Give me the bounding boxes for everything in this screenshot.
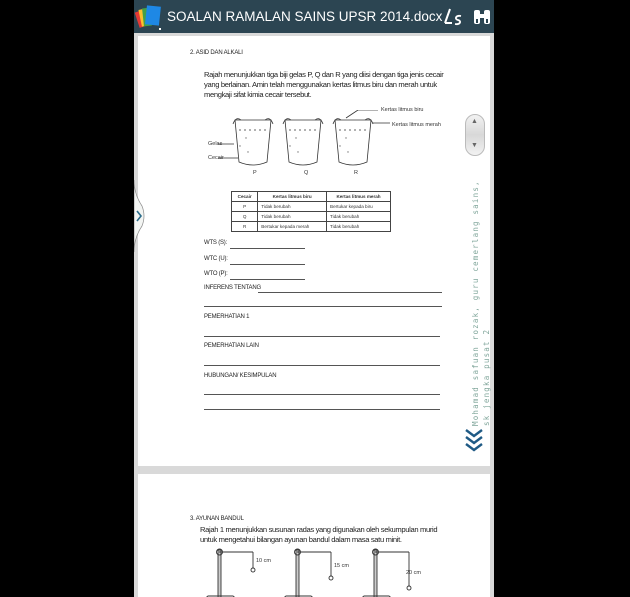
double-chevron-down-icon[interactable] xyxy=(464,428,484,457)
glass-label-p: P xyxy=(253,170,257,176)
glass-label-q: Q xyxy=(304,170,309,176)
section-heading: 2. ASID DAN ALKALI xyxy=(190,50,243,56)
pendulum-length-label: 20 cm xyxy=(406,570,421,576)
paragraph-line: Rajah 1 menunjukkan susunan radas yang digunakan oleh sekumpulan murid xyxy=(200,525,438,534)
polaris-office-logo-icon[interactable] xyxy=(134,2,164,32)
pendulum-diagram xyxy=(198,546,438,597)
table-cell: Bertukar kepada merah xyxy=(258,222,327,232)
document-page-2 xyxy=(138,474,490,597)
answer-line xyxy=(204,336,440,337)
paragraph-line: mengkaji sifat kimia cecair tersebut. xyxy=(204,90,312,99)
document-title: SOALAN RAMALAN SAINS UPSR 2014.docx xyxy=(167,9,443,24)
table-header: Kertas litmus merah xyxy=(327,192,391,202)
app-toolbar xyxy=(134,0,494,33)
field-label-wtc: WTC (U): xyxy=(204,256,228,262)
table-row xyxy=(232,222,391,232)
table-row xyxy=(232,202,391,212)
paragraph-line: untuk mengetahui bilangan ayunan bandul dalam masa satu minit. xyxy=(200,535,402,544)
answer-line xyxy=(204,306,442,307)
label-red-litmus: Kertas litmus merah xyxy=(392,122,441,128)
answer-line xyxy=(204,409,440,410)
glass-label-r: R xyxy=(354,170,358,176)
pendulum-length-label: 10 cm xyxy=(256,558,271,564)
section-pemerhatian-lain: PEMERHATIAN LAIN xyxy=(204,343,259,349)
side-panel xyxy=(460,106,491,466)
table-header-row xyxy=(232,192,391,202)
table-cell: Tidak berubah xyxy=(327,222,391,232)
document-page-1 xyxy=(138,36,490,466)
document-viewer xyxy=(134,0,494,597)
label-blue-litmus: Kertas litmus biru xyxy=(381,107,424,113)
label-cecair: Cecair xyxy=(208,155,224,161)
table-header: Kertas litmus biru xyxy=(258,192,327,202)
scroll-up-button[interactable]: ▲ xyxy=(471,118,478,125)
field-label-wto: WTO (P): xyxy=(204,271,228,277)
answer-line xyxy=(230,279,305,280)
field-label-wts: WTS (S): xyxy=(204,240,228,246)
watermark-text: Mohamad safuan rozak, guru cemerlang sains, sk jengka pusat 2 xyxy=(471,180,491,426)
section-hubungan: HUBUNGAN/ KESIMPULAN xyxy=(204,373,277,379)
answer-line xyxy=(204,365,440,366)
section-inferens: INFERENS TENTANG xyxy=(204,285,261,291)
table-cell: Q xyxy=(232,212,258,222)
section-heading: 3. AYUNAN BANDUL xyxy=(190,516,244,522)
litmus-results-table xyxy=(231,191,391,232)
table-cell: Bertukar kepada biru xyxy=(327,202,391,212)
label-gelas: Gelas xyxy=(208,141,223,147)
answer-line xyxy=(258,292,442,293)
answer-line xyxy=(230,264,305,265)
scroll-down-button[interactable]: ▼ xyxy=(471,142,478,149)
table-cell: Tidak berubah xyxy=(258,212,327,222)
answer-line xyxy=(204,394,440,395)
table-row xyxy=(232,212,391,222)
table-cell: P xyxy=(232,202,258,212)
section-pemerhatian-1: PEMERHATIAN 1 xyxy=(204,314,250,320)
pen-draw-icon[interactable] xyxy=(442,3,464,31)
paragraph-line: yang berlainan. Amin telah menggunakan kertas litmus biru dan merah untuk xyxy=(204,80,437,89)
table-cell: Tidak berubah xyxy=(258,202,327,212)
glasses-diagram xyxy=(218,110,418,180)
pendulum-length-label: 15 cm xyxy=(334,563,349,569)
answer-line xyxy=(230,248,305,249)
page-scroller[interactable] xyxy=(465,114,485,156)
table-header: Cecair xyxy=(232,192,258,202)
table-cell: R xyxy=(232,222,258,232)
table-cell: Tidak berubah xyxy=(327,212,391,222)
left-panel-toggle[interactable] xyxy=(134,180,146,252)
paragraph-line: Rajah menunjukkan tiga biji gelas P, Q dan R yang diisi dengan tiga jenis cecair xyxy=(204,70,444,79)
binoculars-find-icon[interactable] xyxy=(472,3,492,31)
